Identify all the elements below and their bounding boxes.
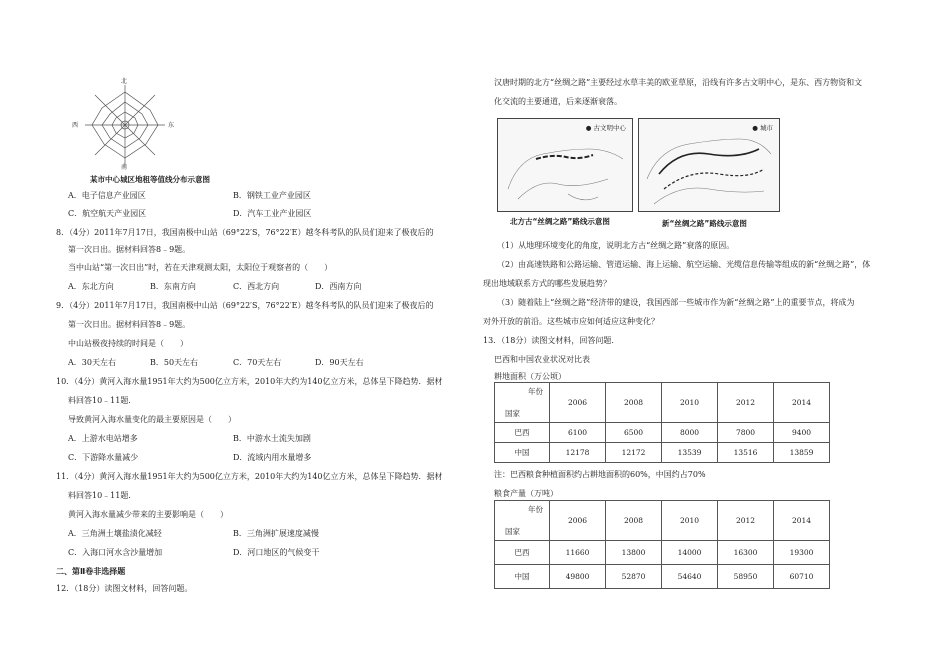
compare-table-title: 巴西和中国农业状况对比表 (494, 355, 590, 364)
table2-header-cell (495, 501, 550, 541)
table2-cell: 14000 (662, 541, 718, 565)
q7-option-a: A．电子信息产业园区 (68, 191, 146, 200)
q11-option-b: B．三角洲扩展速度减慢 (233, 529, 319, 538)
table1-cell: 13516 (718, 443, 774, 463)
table1-cell: 12178 (550, 443, 606, 463)
table2-year: 2006 (550, 501, 606, 541)
table2-year: 2010 (662, 501, 718, 541)
table2-cell: 11660 (550, 541, 606, 565)
table2-cell: 52870 (606, 565, 662, 589)
q10-option-d: D．流域内用水量增多 (233, 453, 312, 462)
q8-stem-line1: 8．（4分）2011年7月17日，我国南极中山站（69°22′S，76°22′E）越冬科考队的队员们迎来了极夜后的 (56, 228, 434, 237)
map1-caption: 北方古“丝绸之路”路线示意图 (510, 217, 610, 226)
q8-option-a: A．东北方向 (68, 282, 114, 291)
table1-year: 2014 (774, 383, 830, 423)
q10-option-a: A．上游水电站增多 (68, 434, 138, 443)
table1-title: 耕地面积（万公顷） (494, 372, 566, 381)
table2-year: 2012 (718, 501, 774, 541)
table1-country-label: 国家 (505, 409, 520, 418)
table1-year: 2012 (718, 383, 774, 423)
rent-contour-figure (72, 78, 175, 171)
q9-question: 中山站极夜持续的时间是（ ） (68, 339, 188, 348)
q11-stem-line1: 11．（4分）黄河入海水量1951年大约为500亿立方米，2010年大约为140亿立方米，总体呈下降趋势．据材 (56, 472, 443, 481)
q7-option-c: C．航空航天产业园区 (68, 209, 147, 218)
q9-option-b: B．50天左右 (150, 358, 199, 367)
table1-header-cell (495, 383, 550, 423)
table2-cell: 13800 (606, 541, 662, 565)
q10-question: 导致黄河入海水量变化的最主要原因是（ ） (68, 415, 236, 424)
new-silk-road-map (638, 118, 780, 212)
q12-part3-line1: （3）随着陆上“丝绸之路”经济带的建设，我国西部一些城市作为新“丝绸之路”上的重要节点，将成为 (497, 298, 855, 307)
q13-intro: 13．（18分）读图文材料，回答问题． (483, 336, 620, 345)
q9-stem-line1: 9．（4分）2011年7月17日，我国南极中山站（69°22′S，76°22′E）越冬科考队的队员们迎来了极夜后的 (56, 301, 434, 310)
table1-cell: 9400 (774, 423, 830, 443)
table2-year: 2014 (774, 501, 830, 541)
q11-option-d: D．河口地区的气候变干 (233, 548, 320, 557)
table1-cell: 13539 (662, 443, 718, 463)
table1-country: 中国 (495, 443, 550, 463)
section-2-heading: 二、第Ⅱ卷非选择题 (56, 567, 126, 576)
q11-question: 黄河入海水量减少带来的主要影响是（ ） (68, 510, 228, 519)
table1-year: 2006 (550, 383, 606, 423)
fig-label-west: 西 (72, 122, 79, 129)
q10-option-b: B．中游水土流失加剧 (233, 434, 311, 443)
q10-stem-line2: 料回答10﹣11题． (68, 396, 137, 405)
q10-stem-line1: 10．（4分）黄河入海水量1951年大约为500亿立方米，2010年大约为140亿立方米，总体呈下降趋势．据材 (56, 377, 443, 386)
table1-year: 2010 (662, 383, 718, 423)
q9-option-c: C．70天左右 (233, 358, 282, 367)
table-row (495, 565, 830, 589)
table1-cell: 7800 (718, 423, 774, 443)
q12-intro: 12．（18分）读图文材料，回答问题。 (56, 584, 193, 593)
q11-option-a: A．三角洲土壤盐渍化减轻 (68, 529, 162, 538)
table2-cell: 58950 (718, 565, 774, 589)
table-row (495, 423, 830, 443)
silk-road-intro-line2: 化交流的主要通道，后来逐渐衰落。 (494, 97, 622, 106)
table1-cell: 6100 (550, 423, 606, 443)
table2-country: 中国 (495, 565, 550, 589)
q12-part2-line2: 现出地域联系方式的哪些发展趋势？ (483, 279, 611, 288)
table1-cell: 13859 (774, 443, 830, 463)
q9-option-d: D．90天左右 (315, 358, 364, 367)
arable-land-table (494, 382, 830, 463)
ancient-silk-road-map (497, 118, 633, 212)
table2-cell: 54640 (662, 565, 718, 589)
table2-year-label: 年份 (528, 505, 543, 514)
table1-cell: 6500 (606, 423, 662, 443)
q9-stem-line2: 第一次日出。据材料回答8﹣9题。 (68, 320, 191, 329)
silk-road-intro-line1: 汉唐时期的北方“丝绸之路”主要经过水草丰美的欧亚草原，沿线有许多古文明中心，是东、西方物资和文 (494, 78, 863, 87)
fig-label-east: 东 (168, 122, 175, 129)
table1-country: 巴西 (495, 423, 550, 443)
q8-option-c: C．西北方向 (233, 282, 280, 291)
table2-cell: 16300 (718, 541, 774, 565)
q12-part1: （1）从地理环境变化的角度，说明北方古“丝绸之路”衰落的原因。 (497, 241, 735, 250)
q12-part3-line2: 对外开放的前沿。这些城市应如何适应这种变化？ (483, 317, 659, 326)
q8-option-d: D．西南方向 (315, 282, 362, 291)
table2-country-label: 国家 (505, 527, 520, 536)
table1-cell: 12172 (606, 443, 662, 463)
q12-part2-line1: （2）由高速铁路和公路运输、管道运输、海上运输、航空运输、光缆信息传输等组成的新“丝绸之路”，体 (497, 260, 871, 269)
table2-cell: 49800 (550, 565, 606, 589)
figure-caption: 某市中心城区地租等值线分布示意图 (90, 175, 210, 184)
map2-legend: ● 城市 (752, 124, 773, 132)
q11-option-c: C．入海口河水含沙量增加 (68, 548, 163, 557)
table2-country: 巴西 (495, 541, 550, 565)
table-row (495, 443, 830, 463)
table1-year-label: 年份 (528, 387, 543, 396)
table-note: 注：巴西粮食种植面积约占耕地面积的60%，中国约占70% (494, 470, 706, 479)
q8-stem-line2: 第一次日出。据材料回答8﹣9题。 (68, 245, 191, 254)
table-row (495, 541, 830, 565)
fig-label-north: 北 (121, 78, 128, 85)
table2-cell: 19300 (774, 541, 830, 565)
table2-year: 2008 (606, 501, 662, 541)
fig-label-south: 南 (121, 164, 128, 171)
table1-year: 2008 (606, 383, 662, 423)
q10-option-c: C．下游降水量减少 (68, 453, 139, 462)
map2-caption: 新“丝绸之路”路线示意图 (662, 219, 747, 228)
q8-question: 当中山站“第一次日出”时，若在天津观测太阳，太阳位于观察者的（ ） (68, 263, 333, 272)
q9-option-a: A．30天左右 (68, 358, 116, 367)
q8-option-b: B．东南方向 (150, 282, 196, 291)
map1-legend: ● 古文明中心 (585, 124, 626, 132)
table2-cell: 60710 (774, 565, 830, 589)
table2-title: 粮食产量（万吨） (494, 489, 558, 498)
table1-cell: 8000 (662, 423, 718, 443)
grain-output-table (494, 500, 830, 589)
q7-option-b: B．钢铁工业产业园区 (233, 191, 311, 200)
q7-option-d: D．汽车工业产业园区 (233, 209, 312, 218)
q11-stem-line2: 料回答10﹣11题． (68, 491, 137, 500)
